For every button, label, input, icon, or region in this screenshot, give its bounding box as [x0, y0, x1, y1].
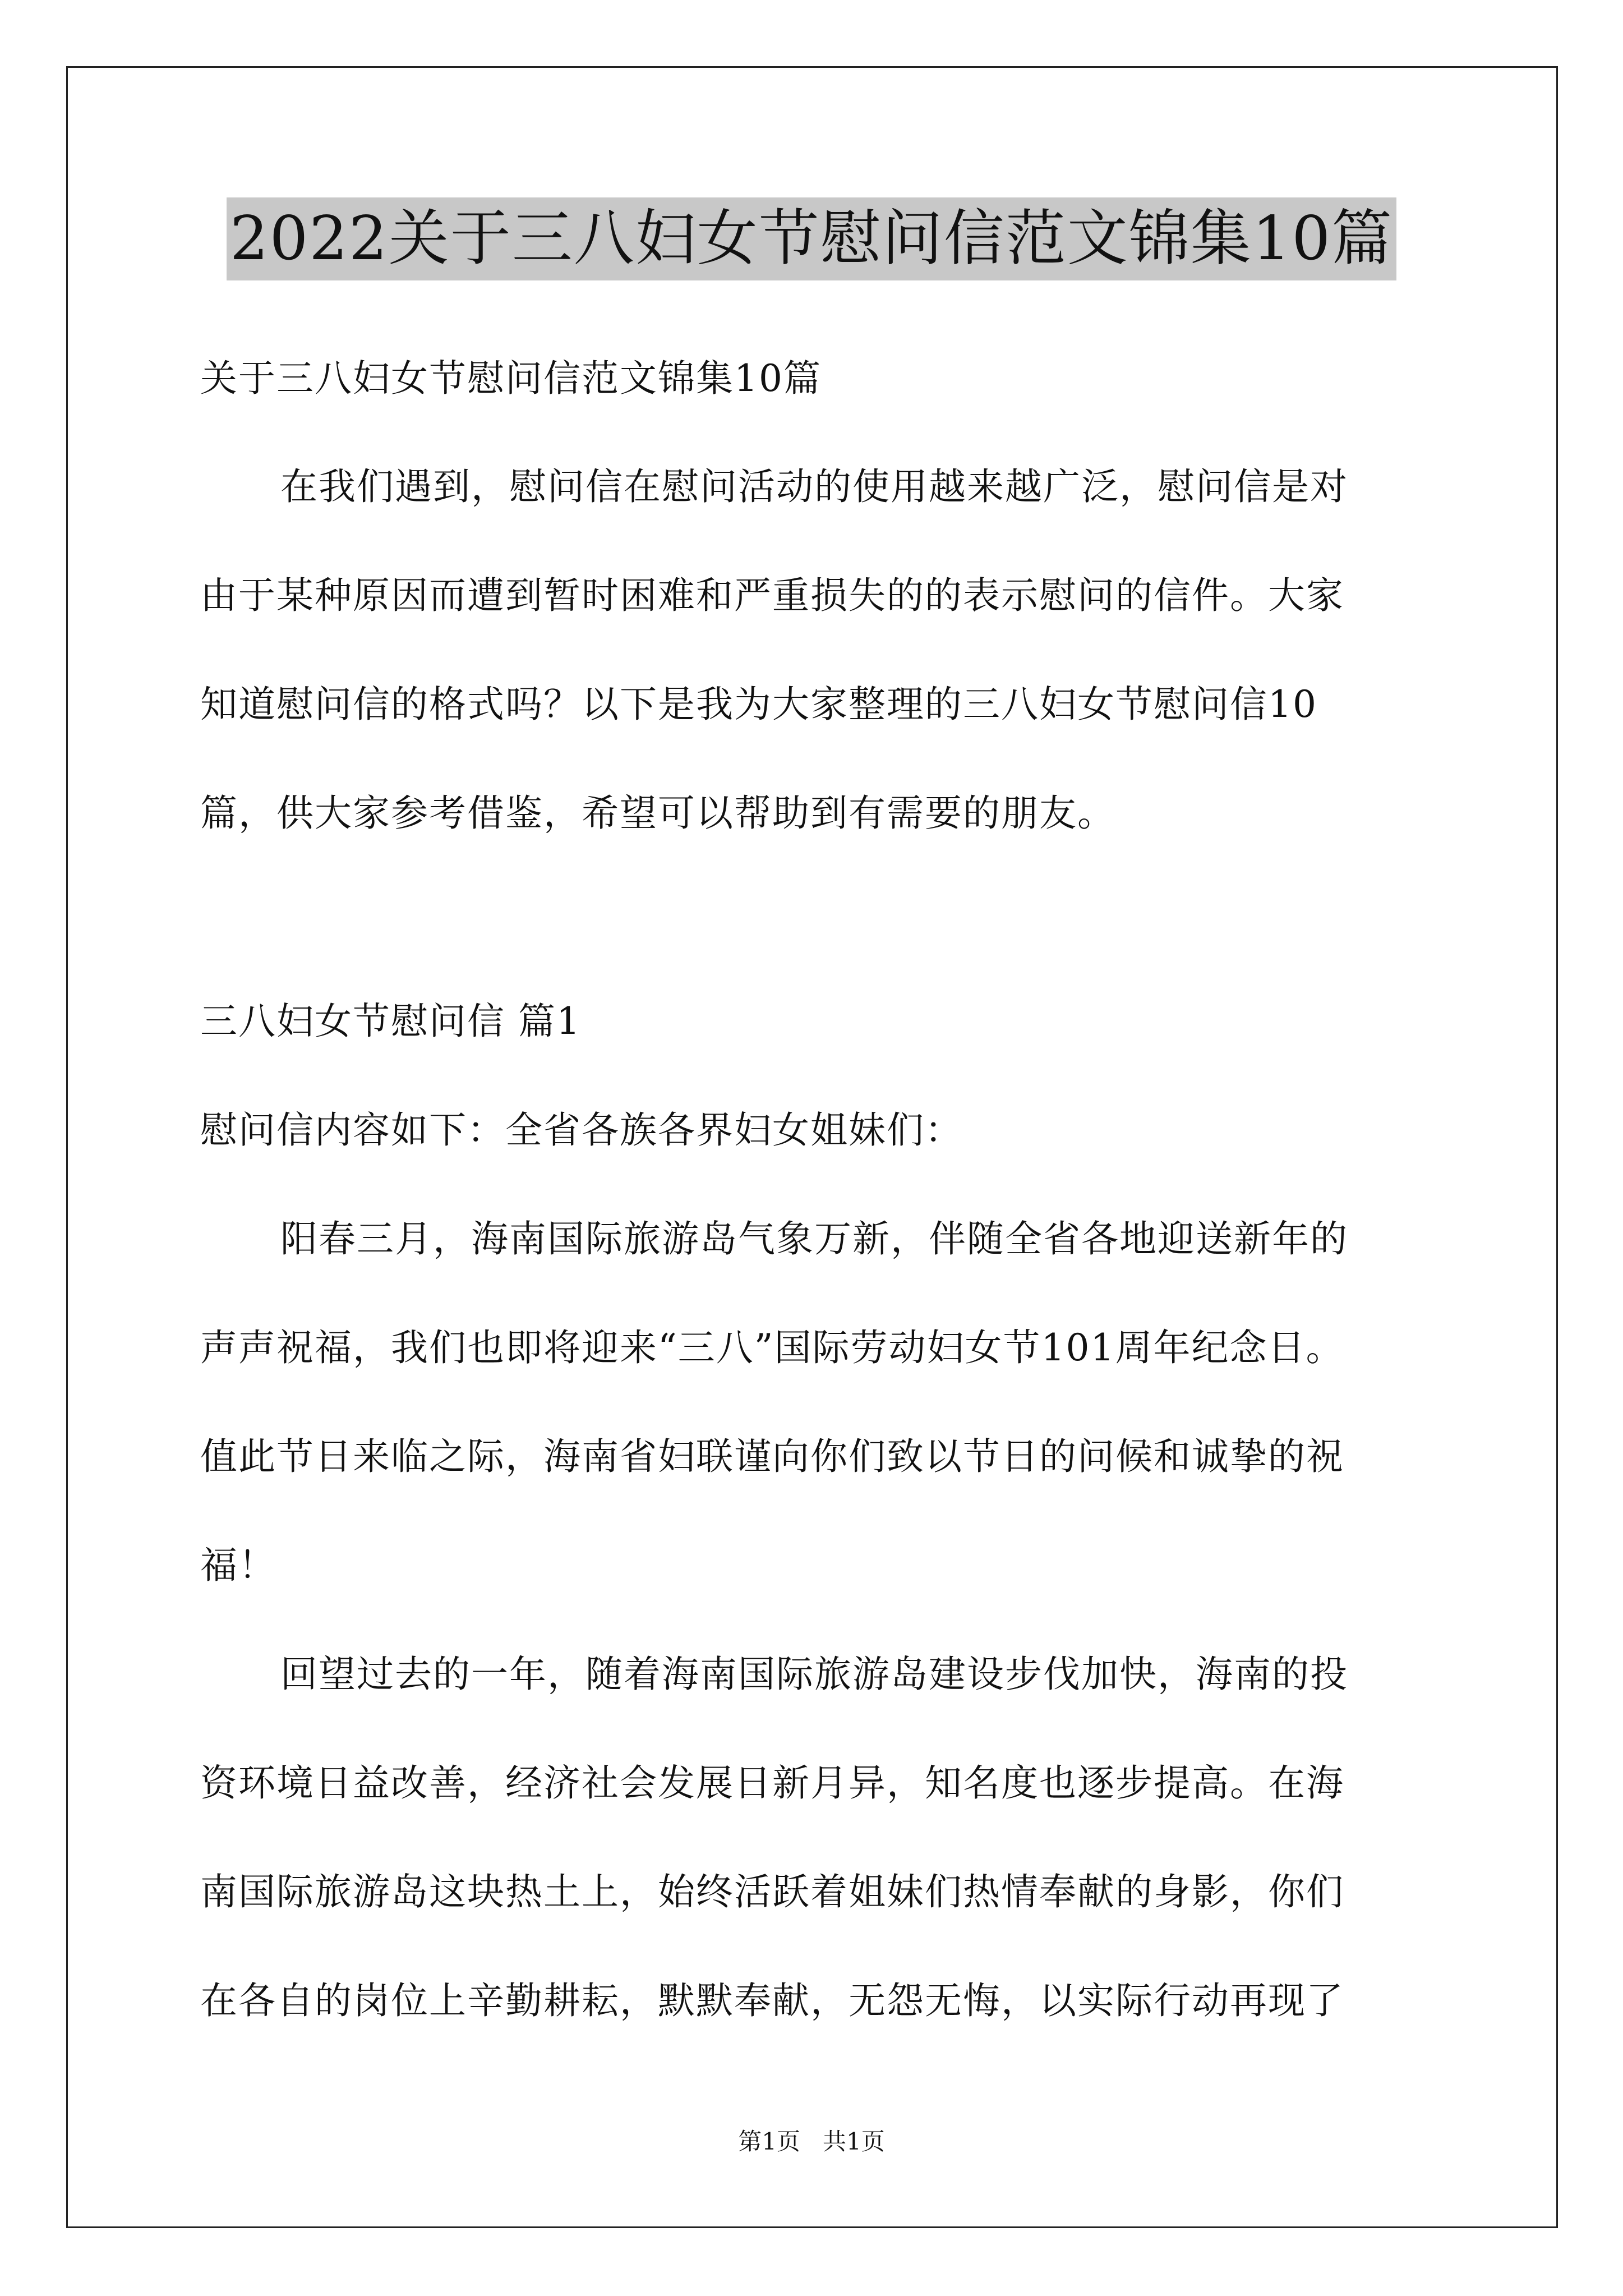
- paragraph-line: 福！: [200, 1544, 276, 1587]
- paragraph-line: 回望过去的一年，随着海南国际旅游岛建设步伐加快，海南的投: [280, 1653, 1348, 1696]
- paragraph-line: 资环境日益改善，经济社会发展日新月异，知名度也逐步提高。在海: [200, 1761, 1344, 1805]
- subtitle-line: 关于三八妇女节慰问信范文锦集10篇: [200, 357, 822, 400]
- title-container: [0, 197, 1623, 280]
- paragraph-line: 阳春三月，海南国际旅游岛气象万新，伴随全省各地迎送新年的: [280, 1217, 1348, 1260]
- page-footer: 第1页 共1页: [738, 2128, 885, 2155]
- paragraph-line: 声声祝福，我们也即将迎来“三八”国际劳动妇女节101周年纪念日。: [200, 1326, 1344, 1369]
- paragraph-line: 知道慰问信的格式吗？以下是我为大家整理的三八妇女节慰问信10: [200, 683, 1317, 726]
- paragraph-line: 在我们遇到，慰问信在慰问活动的使用越来越广泛，慰问信是对: [280, 465, 1348, 508]
- paragraph-line: 篇，供大家参考借鉴，希望可以帮助到有需要的朋友。: [200, 792, 1115, 835]
- document-title: 2022关于三八妇女节慰问信范文锦集10篇: [227, 197, 1396, 280]
- paragraph-line: 在各自的岗位上辛勤耕耘，默默奉献，无怨无悔，以实际行动再现了: [200, 1979, 1344, 2022]
- paragraph-line: 慰问信内容如下：全省各族各界妇女姐妹们：: [200, 1108, 963, 1152]
- section-heading: 三八妇女节慰问信 篇1: [200, 1000, 581, 1043]
- paragraph-line: 由于某种原因而遭到暂时困难和严重损失的的表示慰问的信件。大家: [200, 574, 1344, 617]
- paragraph-line: 值此节日来临之际，海南省妇联谨向你们致以节日的问候和诚挚的祝: [200, 1435, 1344, 1478]
- paragraph-line: 南国际旅游岛这块热土上，始终活跃着姐妹们热情奉献的身影，你们: [200, 1870, 1344, 1913]
